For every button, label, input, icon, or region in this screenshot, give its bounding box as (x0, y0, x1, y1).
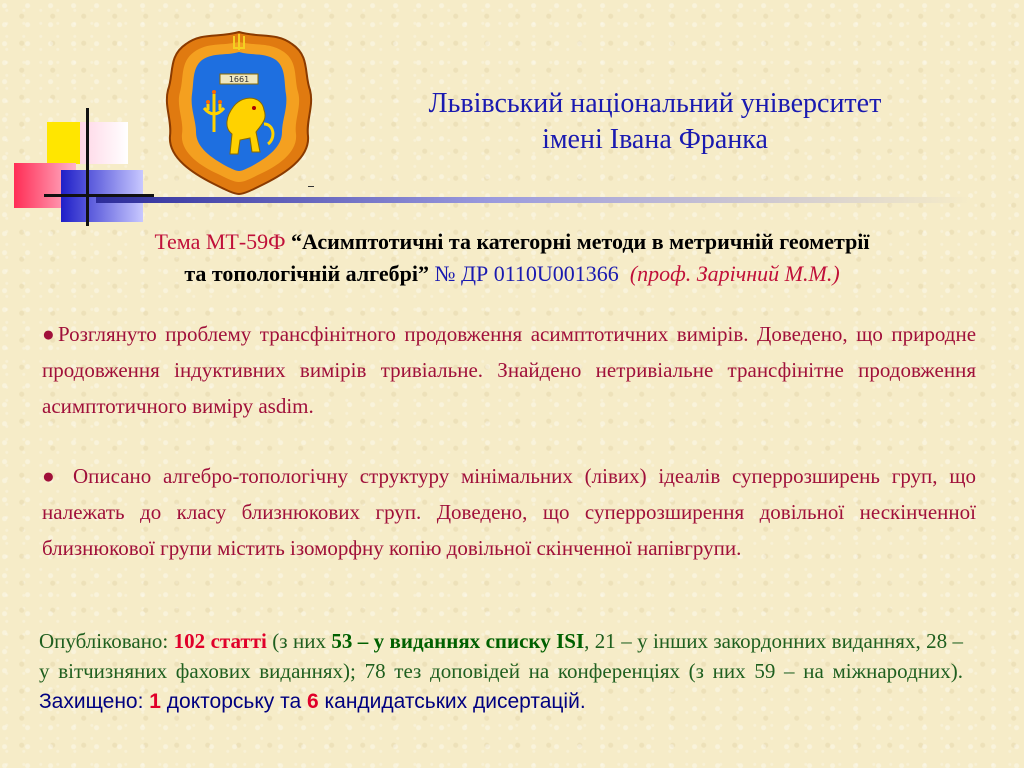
topic-prefix: Тема МТ-59Ф (154, 229, 286, 254)
university-title (340, 86, 970, 158)
publications-isi-count: 53 – у виданнях списку ISI (331, 629, 585, 653)
topic-title-line2: та топологічній алгебрі” (184, 261, 429, 286)
publications-rest: , 21 – у інших закордонних виданнях, 28 – у вітчизняних фахових виданнях); 78 тез доповідей на конференціях (з них 59 – на міжнародних). (39, 629, 963, 683)
defended-label: Захищено: (39, 690, 150, 713)
result-text-1: Розглянуто проблему трансфінітного продовження асимптотичних вимірів. Доведено, що природне продовження індуктивних вимірів тривіальне. Знайдено нетривіальне трансфінітне продовження асимптотичного виміру asdim. (42, 322, 977, 418)
result-paragraph-2 (42, 458, 976, 566)
doctoral-text: докторську та (160, 690, 307, 713)
topic-supervisor: (проф. Зарічний М.М.) (629, 261, 840, 286)
result-paragraph-1 (42, 316, 976, 424)
bullet-icon: ● (42, 322, 58, 346)
candidate-text: кандидатських дисертацій. (318, 690, 586, 713)
candidate-count: 6 (306, 690, 319, 713)
university-emblem-icon (164, 28, 314, 196)
deco-yellow-square (47, 122, 80, 164)
publications-label: Опубліковано: (39, 629, 174, 653)
result-text-2: Описано алгебро-топологічну структуру мінімальних (лівих) ідеалів суперрозширень груп, що належать до класу близнюкових груп. Доведено, що суперрозширення довільної нескінченної близнюкової групи містить ізоморфну копію довільної скінченної напівгрупи. (42, 464, 976, 560)
topic-heading (40, 226, 984, 290)
bullet-icon: ● (42, 464, 73, 488)
university-title-line1: Львівський національний університет (428, 88, 882, 119)
emblem-year-text: 1661 (228, 75, 250, 84)
deco-vertical-line (86, 108, 89, 226)
topic-number: № ДР 0110U001366 (434, 261, 619, 286)
publications-isi-open: (з них (266, 629, 332, 653)
topic-title-line1: “Асимптотичні та категорні методи в метричній геометрії (291, 229, 870, 254)
header-divider (96, 197, 970, 203)
publications-summary (39, 626, 963, 717)
university-title-line2: імені Івана Франка (542, 124, 768, 155)
doctoral-count: 1 (149, 690, 161, 713)
publications-count: 102 статті (173, 629, 267, 653)
